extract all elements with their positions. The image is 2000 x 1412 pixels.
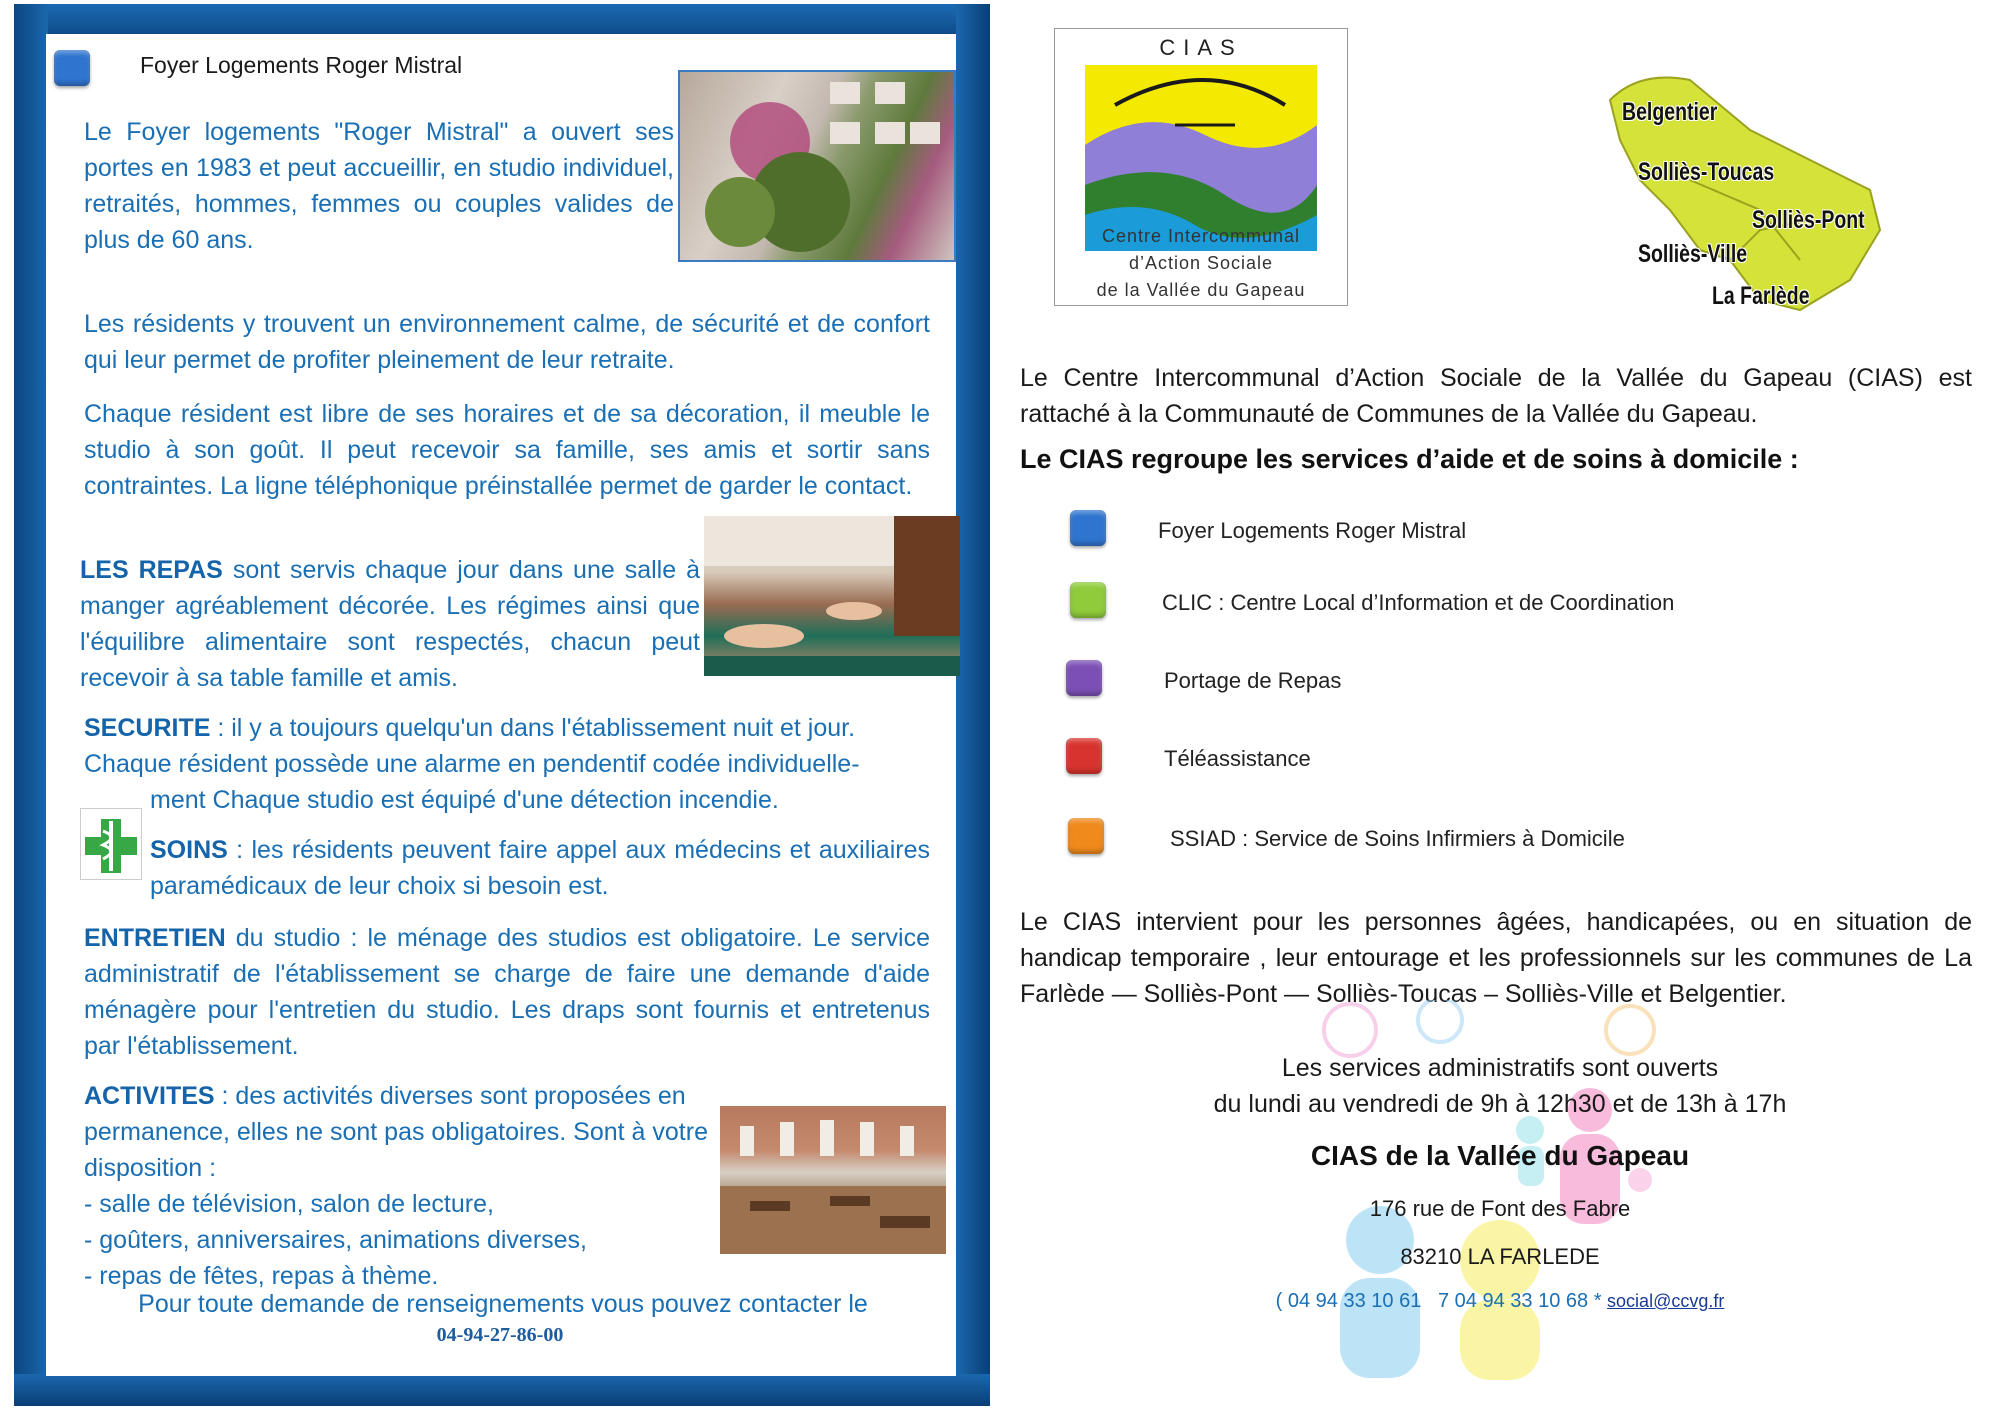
map-town-label: Solliès-Toucas — [1638, 158, 1775, 186]
activities-text: : des activités diverses sont proposées en permanence, elles ne sont pas obligatoires. Sont à votre disposition : — [84, 1082, 708, 1182]
map-town-label: Belgentier — [1622, 98, 1718, 126]
service-label: Téléassistance — [1164, 746, 1311, 771]
blue-square-icon — [54, 50, 90, 86]
map-town-label: La Farlède — [1712, 282, 1810, 310]
care-text: : les résidents peuvent faire appel aux médecins et auxiliaires paramédicaux de leur choix si besoin est. — [150, 836, 930, 900]
frame-right-edge — [956, 4, 990, 1406]
meal-delivery-square-icon — [1066, 660, 1102, 696]
service-label: SSIAD : Service de Soins Infirmiers à Domicile — [1170, 826, 1625, 851]
foyer-square-icon — [1070, 510, 1106, 546]
logo-acronym: CIAS — [1159, 35, 1243, 60]
address-street: 176 rue de Font des Fabre — [1369, 1196, 1631, 1221]
frame-left-edge — [14, 4, 48, 1406]
email-link[interactable]: social@ccvg.fr — [1607, 1291, 1725, 1311]
intro-paragraph: Le Foyer logements "Roger Mistral" a ouvert ses portes en 1983 et peut accueillir, en studio individuel, retraités, hommes, femmes ou couples valides de plus de 60 ans. — [84, 118, 674, 254]
address-city: 83210 LA FARLEDE — [1400, 1244, 1600, 1269]
dining-room-photo — [704, 516, 960, 676]
meals-label: LES REPAS — [80, 556, 223, 584]
meals-paragraph — [80, 552, 700, 696]
cias-logo — [1054, 28, 1348, 306]
security-text-1: : il y a toujours quelqu'un dans l'établissement nuit et jour. — [210, 714, 856, 742]
security-line-1 — [84, 710, 944, 746]
maintenance-label: ENTRETIEN — [84, 924, 226, 952]
organization-name: CIAS de la Vallée du Gapeau — [1310, 1140, 1690, 1171]
opening-hours-intro: Les services administratifs sont ouverts — [1281, 1054, 1719, 1082]
maintenance-text: du studio : le ménage des studios est obligatoire. Le service administratif de l'établissement se charge de faire une demande d'aide ménagère pour l'entretien du studio. Les draps sont fournis et entretenus par l'établissement. — [84, 924, 930, 1060]
phone-number: ( 04 94 33 10 61 — [1275, 1290, 1422, 1312]
email-prefix: * — [1588, 1290, 1608, 1312]
territory-map — [1580, 60, 1890, 330]
services-heading: Le CIAS regroupe les services d’aide et de soins à domicile : — [1020, 444, 1799, 474]
contact-text: Pour toute demande de renseignements vous pouvez contacter le — [138, 1290, 868, 1318]
maintenance-paragraph — [84, 920, 930, 1064]
activity-hall-photo — [720, 1106, 946, 1254]
clic-square-icon — [1070, 582, 1106, 618]
map-town-label: Solliès-Ville — [1638, 240, 1748, 268]
pharmacy-cross-icon — [80, 808, 142, 880]
care-label: SOINS — [150, 836, 228, 864]
cias-intro-paragraph: Le Centre Intercommunal d’Action Sociale de la Vallée du Gapeau (CIAS) est rattaché à la Communauté de Communes de la Vallée du Gapeau. — [1020, 364, 1972, 428]
frame-top-edge — [14, 4, 990, 36]
logo-caption-line: de la Vallée du Gapeau — [1096, 280, 1306, 300]
activities-paragraph — [84, 1078, 714, 1186]
activities-label: ACTIVITES — [84, 1082, 215, 1110]
freedom-paragraph: Chaque résident est libre de ses horaires et de sa décoration, il meuble le studio à son goût. Il peut recevoir sa famille, ses amis et sortir sans contraintes. La ligne téléphonique préinstallée permet de garder le contact. — [84, 400, 930, 500]
security-label: SECURITE — [84, 714, 211, 742]
panel-heading: Foyer Logements Roger Mistral — [140, 52, 463, 78]
meals-text: sont servis chaque jour dans une salle à manger agréablement décorée. Les régimes ainsi que l'équilibre alimentaire sont respectés, chacun peut recevoir à sa table famille et amis. — [80, 556, 700, 692]
fax-number: 7 04 94 33 10 68 — [1438, 1290, 1589, 1312]
activity-item: - salle de télévision, salon de lecture, — [84, 1190, 494, 1218]
opening-hours: du lundi au vendredi de 9h à 12h30 et de 13h à 17h — [1213, 1090, 1787, 1118]
building-photo — [678, 70, 956, 262]
map-town-label: Solliès-Pont — [1752, 206, 1865, 234]
contact-phone: 04-94-27-86-00 — [436, 1324, 564, 1346]
ssiad-square-icon — [1068, 818, 1104, 854]
scope-paragraph: Le CIAS intervient pour les personnes âgées, handicapées, ou en situation de handicap temporaire , leur entourage et les professionnels sur les communes de La Farlède — Solliès-Pont — Solliès-Toucas – Solliès-Ville et Belgentier. — [1020, 908, 1972, 1008]
service-label: Foyer Logements Roger Mistral — [1158, 518, 1467, 543]
residents-paragraph: Les résidents y trouvent un environnement calme, de sécurité et de confort qui leur permet de profiter pleinement de leur retraite. — [84, 310, 930, 374]
activity-item: - repas de fêtes, repas à thème. — [84, 1262, 439, 1290]
logo-caption — [1055, 223, 1347, 304]
contact-details — [1140, 1290, 1860, 1313]
service-label: Portage de Repas — [1164, 668, 1342, 693]
logo-caption-line: Centre Intercommunal — [1101, 226, 1301, 246]
activity-item: - goûters, anniversaires, animations diverses, — [84, 1226, 588, 1254]
security-line-3: ment Chaque studio est équipé d'une détection incendie. — [150, 786, 779, 814]
teleassistance-square-icon — [1066, 738, 1102, 774]
frame-bottom-edge — [14, 1374, 990, 1406]
logo-caption-line: d’Action Sociale — [1128, 253, 1274, 273]
service-label: CLIC : Centre Local d’Information et de Coordination — [1162, 590, 1675, 615]
care-paragraph — [150, 832, 930, 904]
security-line-2: Chaque résident possède une alarme en pendentif codée individuelle- — [84, 750, 860, 778]
